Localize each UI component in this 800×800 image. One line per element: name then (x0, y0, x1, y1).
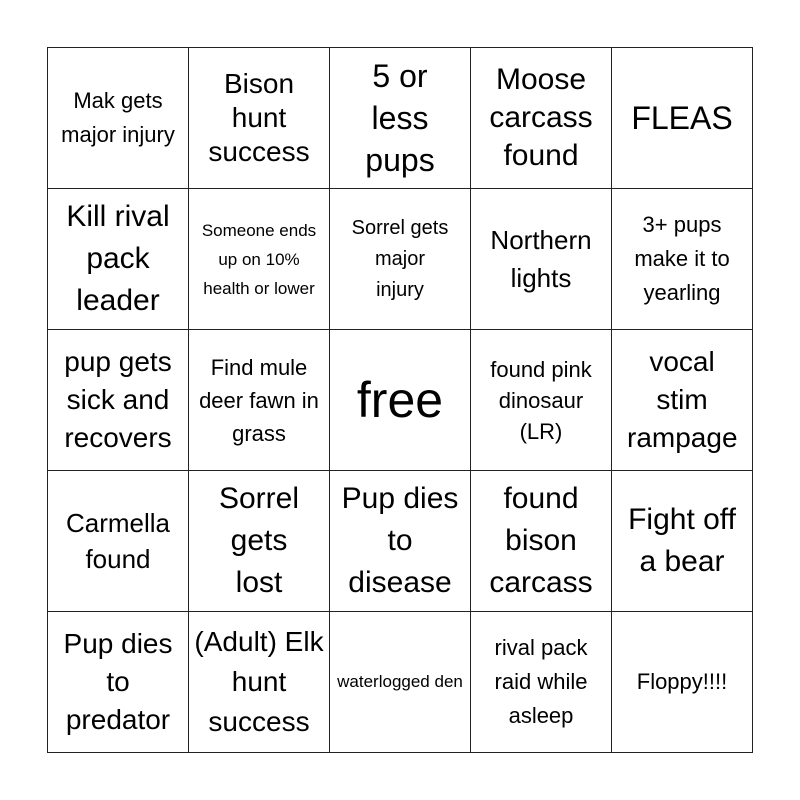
bingo-cell[interactable] (471, 471, 612, 612)
cell-label: waterlogged den (337, 672, 463, 691)
cell-label: Someone ends up on 10% health or lower (201, 220, 317, 298)
bingo-cell[interactable] (612, 330, 753, 471)
cell-label: Fight off a bear (628, 503, 736, 578)
cell-label: Moose carcass found (489, 63, 593, 172)
bingo-cell[interactable] (48, 48, 189, 189)
bingo-cell[interactable] (48, 471, 189, 612)
bingo-cell[interactable] (330, 48, 471, 189)
cell-label: found bison carcass (489, 482, 593, 599)
bingo-cell[interactable] (189, 471, 330, 612)
bingo-cell[interactable] (330, 471, 471, 612)
bingo-cell[interactable] (48, 189, 189, 330)
cell-label: Northern lights (490, 225, 592, 293)
bingo-cell[interactable] (330, 330, 471, 471)
bingo-cell[interactable] (189, 48, 330, 189)
bingo-cell[interactable] (612, 189, 753, 330)
cell-label: Pup dies to disease (341, 482, 459, 599)
cell-label: Mak gets major injury (61, 88, 175, 147)
cell-label: (Adult) Elk hunt success (194, 626, 324, 737)
cell-label: Bison hunt success (208, 68, 310, 167)
bingo-cell[interactable] (189, 189, 330, 330)
cell-label: Pup dies to predator (63, 628, 173, 735)
bingo-cell[interactable] (189, 330, 330, 471)
cell-label: Find mule deer fawn in grass (199, 354, 319, 446)
bingo-cell[interactable] (471, 189, 612, 330)
bingo-cell[interactable] (48, 330, 189, 471)
cell-label: rival pack raid while asleep (494, 635, 588, 728)
bingo-cell[interactable] (189, 612, 330, 753)
bingo-cell[interactable] (612, 612, 753, 753)
bingo-cell[interactable] (330, 189, 471, 330)
cell-label: Sorrel gets major injury (351, 216, 449, 301)
cell-label: Floppy!!!! (636, 669, 728, 694)
cell-label: Carmella found (65, 508, 171, 574)
cell-label: Sorrel gets lost (218, 482, 300, 599)
bingo-cell[interactable] (612, 48, 753, 189)
cell-label: 5 or less pups (365, 58, 435, 178)
cell-label: FLEAS (631, 100, 733, 136)
cell-label: vocal stim rampage (627, 346, 738, 453)
bingo-cell[interactable] (471, 330, 612, 471)
bingo-cell[interactable] (48, 612, 189, 753)
cell-label: free (356, 371, 444, 428)
bingo-cell[interactable] (330, 612, 471, 753)
cell-label: Kill rival pack leader (66, 200, 170, 317)
cell-label: pup gets sick and recovers (64, 346, 172, 453)
cell-label: found pink dinosaur (LR) (490, 356, 592, 444)
bingo-cell[interactable] (471, 612, 612, 753)
cell-label: 3+ pups make it to yearling (634, 212, 730, 305)
bingo-cell[interactable] (471, 48, 612, 189)
bingo-cell[interactable] (612, 471, 753, 612)
bingo-board (47, 47, 753, 753)
